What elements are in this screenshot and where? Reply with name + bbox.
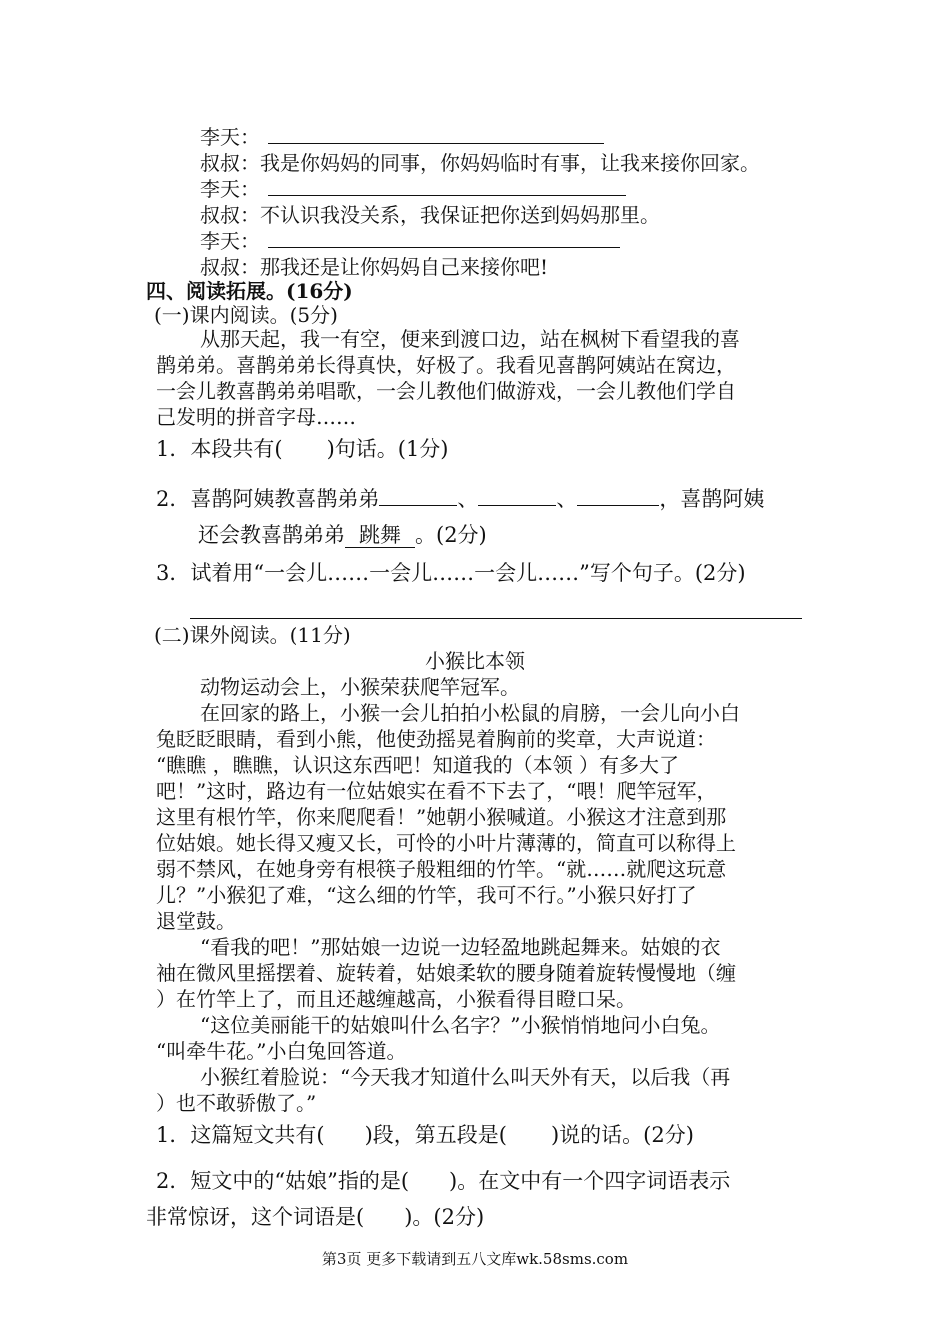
speaker-label: 李天： — [200, 125, 260, 149]
section-heading: 四、阅读拓展。(16分) — [146, 279, 353, 303]
question-3: 3．试着用“一会儿……一会儿……一会儿……”写个句子。(2分) — [156, 561, 746, 585]
dialogue-text: 我是你妈妈的同事，你妈妈临时有事，让我来接你回家。 — [260, 151, 760, 175]
passage-line: 吧！”这时，路边有一位姑娘实在看不下去了，“喂！爬竿冠军， — [156, 779, 717, 803]
question-text: )句话。(1分) — [326, 437, 449, 461]
answer-blank[interactable] — [379, 487, 457, 506]
question-text: 2．短文中的“姑娘”指的是( — [156, 1169, 410, 1193]
passage-line: 动物运动会上，小猴荣获爬竿冠军。 — [200, 675, 520, 699]
story-title: 小猴比本领 — [425, 649, 525, 673]
passage-line: “瞧瞧 ，瞧瞧，认识这东西吧！知道我的（本领 ）有多大了 — [156, 753, 679, 777]
question-text: 。(2分) — [415, 523, 487, 547]
answer-blank[interactable] — [268, 125, 604, 144]
passage-line: “这位美丽能干的姑娘叫什么名字？”小猴悄悄地问小白兔。 — [200, 1013, 721, 1037]
passage-line: ）在竹竿上了，而且还越缠越高，小猴看得目瞪口呆。 — [156, 987, 636, 1011]
question-text: 还会教喜鹊弟弟 — [198, 523, 345, 547]
dialogue-line-5 — [200, 228, 620, 254]
speaker-label: 叔叔： — [200, 151, 260, 175]
passage-line: 位姑娘。她长得又瘦又长，可怜的小叶片薄薄的，简直可以称得上 — [156, 831, 736, 855]
speaker-label: 叔叔： — [200, 203, 260, 227]
dialogue-line-6 — [200, 254, 548, 280]
separator: 、 — [556, 487, 578, 511]
passage-line: 在回家的路上，小猴一会儿拍拍小松鼠的肩膀，一会儿向小白 — [200, 701, 740, 725]
passage-line: 从那天起，我一有空，便来到渡口边，站在枫树下看望我的喜 — [200, 327, 740, 351]
question-text: 1．这篇短文共有( — [156, 1123, 325, 1147]
passage-line: 兔眨眨眼睛，看到小熊，他使劲摇晃着胸前的奖章，大声说道： — [156, 727, 716, 751]
passage-line: 儿？”小猴犯了难，“这么细的竹竿，我可不行。”小猴只好打了 — [156, 883, 697, 907]
dialogue-line-4 — [200, 202, 660, 228]
question-2-line-1 — [156, 486, 764, 512]
passage-line: ）也不敢骄傲了。” — [156, 1091, 317, 1115]
question-text: )说的话。(2分) — [550, 1123, 694, 1147]
answer-blank[interactable] — [577, 487, 659, 506]
dialogue-text: 不认识我没关系，我保证把你送到妈妈那里。 — [260, 203, 660, 227]
speaker-label: 李天： — [200, 177, 260, 201]
dialogue-line-1 — [200, 124, 604, 150]
question-text: 非常惊讶，这个词语是( — [146, 1205, 365, 1229]
passage-line: 一会儿教喜鹊弟弟唱歌，一会儿教他们做游戏，一会儿教他们学自 — [156, 379, 736, 403]
answer-line[interactable] — [190, 618, 802, 619]
passage-line: 鹊弟弟。喜鹊弟弟长得真快，好极了。我看见喜鹊阿姨站在窝边， — [156, 353, 736, 377]
passage-line: 小猴红着脸说：“今天我才知道什么叫天外有天，以后我（再 — [200, 1065, 731, 1089]
page-footer: 第3页 更多下载请到五八文库wk.58sms.com — [321, 1250, 629, 1268]
question-text: )。(2分) — [404, 1205, 485, 1229]
dialogue-text: 那我还是让你妈妈自己来接你吧! — [260, 255, 549, 279]
part1-heading: (一)课内阅读。(5分) — [154, 303, 338, 327]
question-text: )。在文中有一个四字词语表示 — [449, 1169, 731, 1193]
question-text: ，喜鹊阿姨 — [659, 487, 765, 511]
story-question-1 — [156, 1122, 694, 1148]
story-question-2-line-1 — [156, 1168, 730, 1194]
passage-line: “看我的吧！”那姑娘一边说一边轻盈地跳起舞来。姑娘的衣 — [200, 935, 721, 959]
dialogue-line-3 — [200, 176, 626, 202]
separator: 、 — [457, 487, 479, 511]
example-answer: 跳舞 — [345, 523, 415, 548]
question-text: 1．本段共有( — [156, 437, 283, 461]
answer-blank[interactable] — [268, 177, 626, 196]
question-text: )段，第五段是( — [364, 1123, 507, 1147]
question-text: 2．喜鹊阿姨教喜鹊弟弟 — [156, 487, 380, 511]
passage-line: 己发明的拼音字母…… — [156, 405, 356, 429]
part2-heading: (二)课外阅读。(11分) — [154, 623, 351, 647]
story-question-2-line-2 — [146, 1204, 484, 1230]
passage-line: 这里有根竹竿，你来爬爬看！”她朝小猴喊道。小猴这才注意到那 — [156, 805, 727, 829]
passage-line: 退堂鼓。 — [156, 909, 236, 933]
answer-blank[interactable] — [478, 487, 556, 506]
question-1 — [156, 436, 449, 462]
question-2-line-2 — [198, 522, 487, 548]
answer-blank[interactable] — [268, 229, 620, 248]
passage-line: 袖在微风里摇摆着、旋转着，姑娘柔软的腰身随着旋转慢慢地（缠 — [156, 961, 736, 985]
speaker-label: 叔叔： — [200, 255, 260, 279]
speaker-label: 李天： — [200, 229, 260, 253]
passage-line: “叫牵牛花。”小白兔回答道。 — [156, 1039, 407, 1063]
dialogue-line-2 — [200, 150, 760, 176]
passage-line: 弱不禁风，在她身旁有根筷子般粗细的竹竿。“就……就爬这玩意 — [156, 857, 727, 881]
